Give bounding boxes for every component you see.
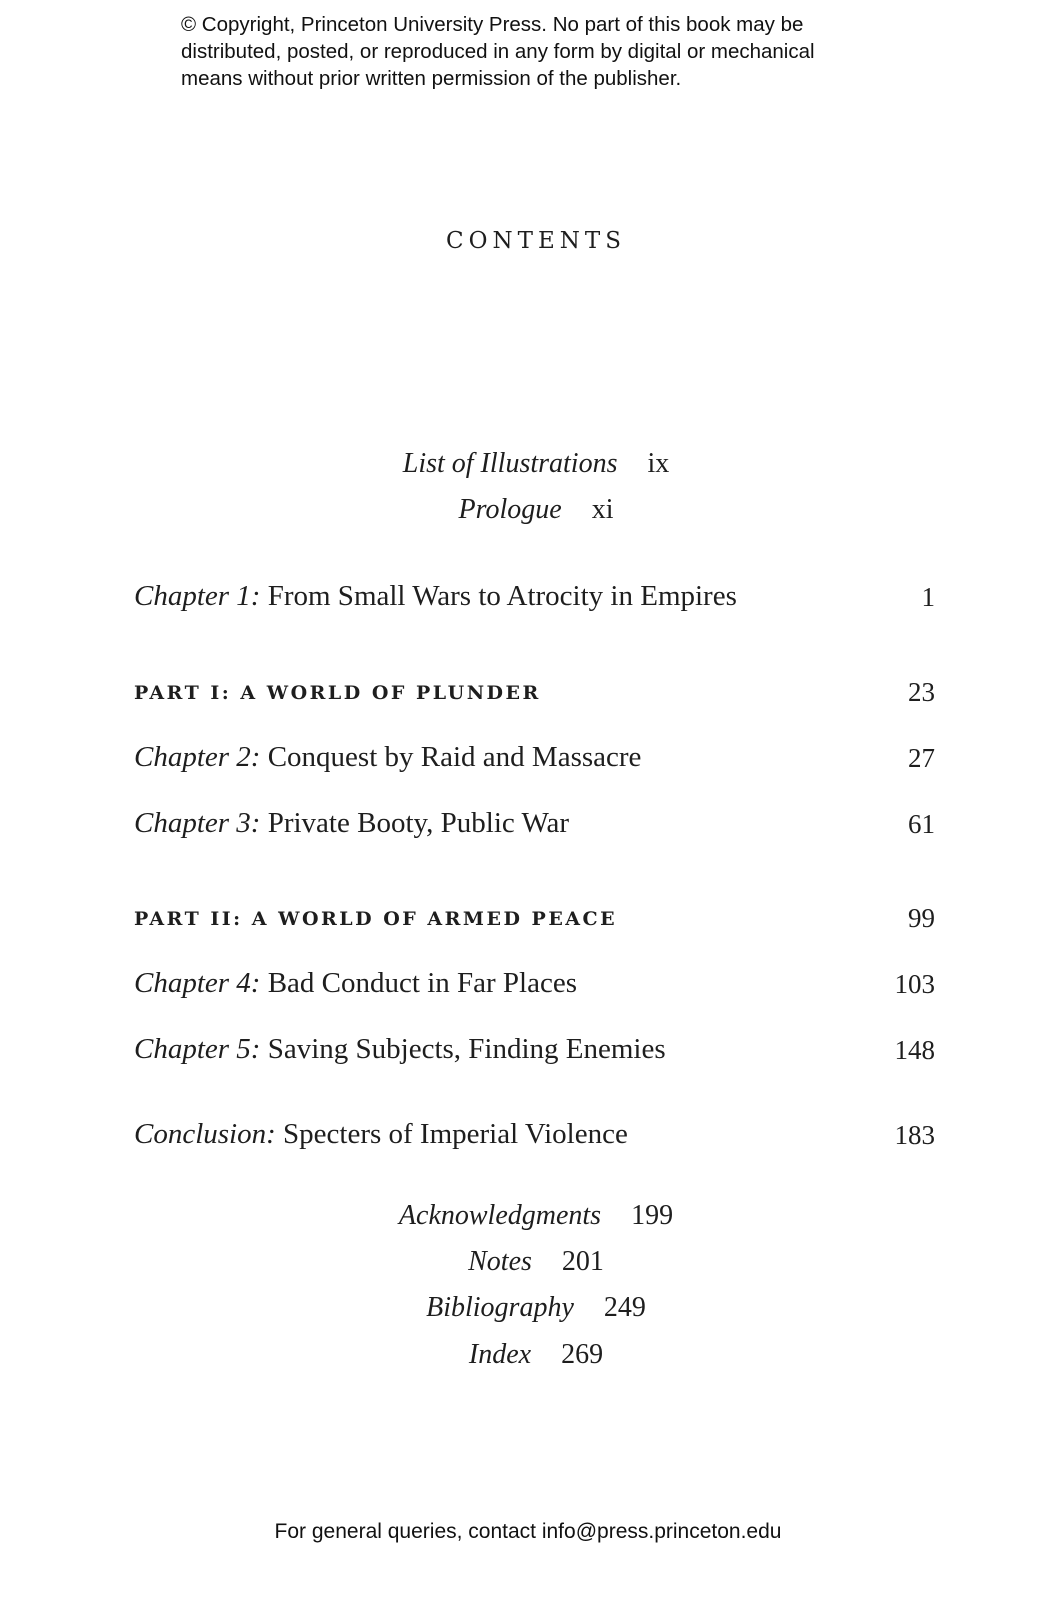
toc-part-1: [134, 668, 935, 708]
toc-entry-prefix: Chapter 2:: [134, 741, 261, 773]
toc-entry-title: Private Booty, Public War: [267, 807, 570, 839]
footer-contact: For general queries, contact info@press.princeton.edu: [274, 1520, 782, 1543]
toc-entry-title: Bad Conduct in Far Places: [267, 967, 578, 999]
toc-entry-page: 269: [561, 1339, 604, 1370]
toc-entry-page: 199: [631, 1200, 674, 1231]
toc-entry-prologue: [0, 494, 1050, 526]
toc-entry-page: 249: [603, 1292, 646, 1323]
toc-entry-label: Index: [468, 1339, 532, 1370]
toc-entry-prefix: Chapter 1:: [134, 580, 261, 612]
toc-entry-chapter-2: [134, 734, 935, 774]
contents-heading: CONTENTS: [446, 228, 626, 254]
toc-entry-page: 1: [921, 582, 935, 612]
toc-entry-chapter-5: [134, 1026, 935, 1066]
toc-part-title: PART I: A WORLD OF PLUNDER: [134, 682, 541, 704]
toc-entry-page: 183: [894, 1120, 935, 1150]
toc-part-title: PART II: A WORLD OF ARMED PEACE: [134, 908, 618, 930]
toc-entry-page: 201: [561, 1246, 604, 1277]
toc-entry-prefix: Chapter 5:: [134, 1033, 261, 1065]
toc-entry-label: Acknowledgments: [398, 1200, 602, 1231]
toc-entry-prefix: Chapter 3:: [134, 807, 261, 839]
toc-entry-page: ix: [647, 448, 670, 479]
toc-entry-title: Conquest by Raid and Massacre: [267, 741, 642, 773]
toc-entry-notes: [0, 1246, 1050, 1278]
toc-entry-page: 148: [894, 1035, 935, 1065]
toc-entry-prefix: Chapter 4:: [134, 967, 261, 999]
copyright-notice: [181, 11, 901, 92]
toc-entry-page: xi: [591, 494, 614, 525]
copyright-line: distributed, posted, or reproduced in any form by digital or mechanical: [181, 40, 815, 63]
toc-entry-chapter-4: [134, 960, 935, 1000]
toc-entry-label: List of Illustrations: [402, 448, 618, 479]
toc-entry-index: [0, 1339, 1050, 1371]
toc-entry-list-of-illustrations: [0, 448, 1050, 480]
toc-entry-page: 23: [908, 677, 935, 707]
toc-entry-prefix: Conclusion:: [134, 1118, 276, 1150]
toc-entry-label: Bibliography: [426, 1292, 574, 1323]
toc-part-2: [134, 894, 935, 934]
toc-entry-label: Prologue: [458, 494, 562, 525]
toc-entry-chapter-1: [134, 573, 935, 613]
toc-entry-title: Specters of Imperial Violence: [283, 1118, 628, 1150]
toc-entry-acknowledgments: [0, 1200, 1050, 1232]
toc-entry-page: 27: [908, 743, 935, 773]
toc-entry-title: Saving Subjects, Finding Enemies: [267, 1033, 666, 1065]
toc-entry-bibliography: [0, 1292, 1050, 1324]
copyright-line: © Copyright, Princeton University Press. No part of this book may be: [181, 13, 804, 36]
toc-entry-label: Notes: [468, 1246, 532, 1277]
toc-entry-conclusion: [134, 1111, 935, 1151]
toc-entry-chapter-3: [134, 800, 935, 840]
toc-entry-page: 61: [908, 809, 935, 839]
copyright-line: means without prior written permission of the publisher.: [181, 67, 682, 90]
toc-entry-title: From Small Wars to Atrocity in Empires: [267, 580, 737, 612]
toc-entry-page: 103: [894, 969, 935, 999]
toc-entry-page: 99: [908, 903, 935, 933]
